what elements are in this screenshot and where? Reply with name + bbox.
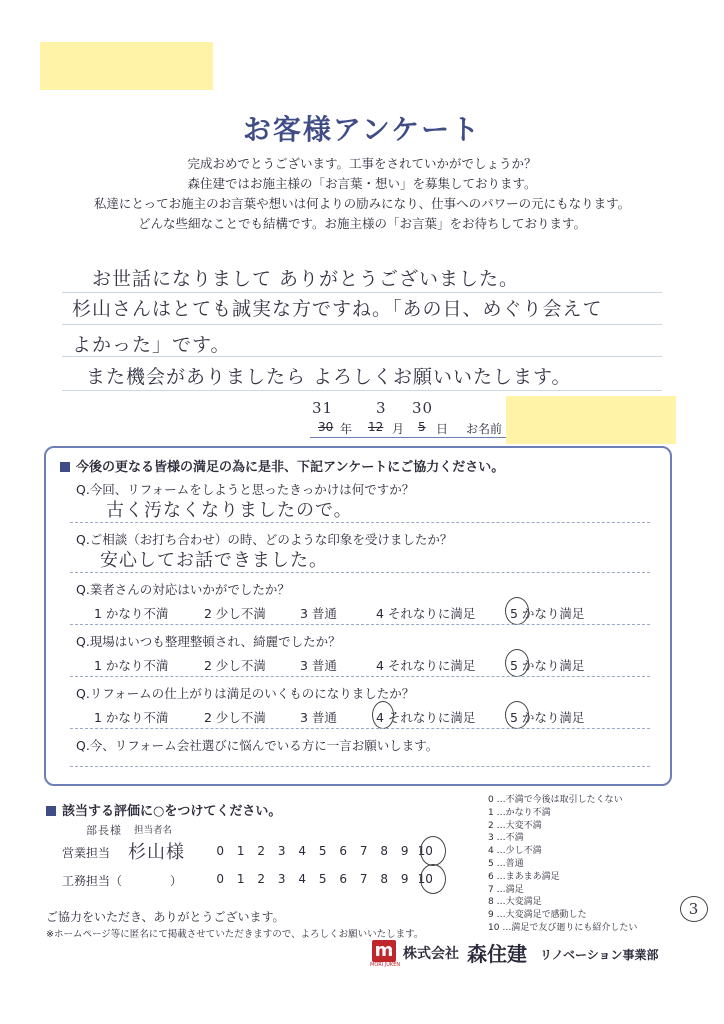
intro-line: どんな些細なことでも結構です。お施主様の「お言葉」をお待ちしております。	[137, 216, 586, 231]
legend-item: 8 …大変満足	[488, 897, 542, 908]
staff-name-label: 担当者名	[134, 825, 173, 836]
selected-circle	[372, 701, 394, 729]
option-4[interactable]: 4 それなりに満足	[376, 710, 476, 725]
comment-line: お世話になりまして ありがとうございました。	[92, 268, 520, 290]
footer-note: ※ホームページ等に匿名にて掲載させていただきますので、よろしくお願いいたします。	[46, 929, 424, 940]
construction-score-circle	[420, 864, 446, 894]
logo-caption: MORI JUKEN	[370, 962, 401, 968]
scale-3[interactable]: 3	[277, 872, 286, 886]
answer-1: 古く汚なくなりましたので。	[106, 500, 353, 521]
construction-label: 工務担当（ ）	[62, 874, 183, 888]
option-3[interactable]: 3 普通	[300, 710, 337, 725]
option-3[interactable]: 3 普通	[300, 606, 337, 621]
square-bullet-icon	[46, 806, 56, 816]
company-prefix: 株式会社	[403, 946, 459, 962]
option-2[interactable]: 2 少し不満	[204, 606, 266, 621]
comment-line: また機会がありましたら よろしくお願いいたします。	[86, 366, 572, 388]
scale-5[interactable]: 5	[318, 844, 327, 858]
month-label: 月	[392, 422, 405, 436]
option-5[interactable]: 5 かなり満足	[510, 658, 585, 673]
question-3: Q.業者さんの対応はいかがでしたか？	[76, 582, 290, 597]
company-logo-icon: m	[372, 940, 396, 962]
answer-line	[70, 728, 650, 729]
comment-line: よかった」です。	[72, 334, 231, 356]
square-bullet-icon	[60, 462, 70, 472]
question-5: Q.リフォームの仕上がりは満足のいくものになりましたか？	[76, 686, 415, 701]
sales-score-circle	[420, 836, 446, 866]
option-2[interactable]: 2 少し不満	[204, 658, 266, 673]
legend-item: 6 …まあまあ満足	[488, 871, 560, 882]
option-1[interactable]: 1 かなり不満	[94, 710, 169, 725]
sales-name: 杉山様	[128, 842, 185, 863]
survey-title-text: 今後の更なる皆様の満足の為に是非、下記アンケートにご協力ください。	[76, 460, 505, 475]
option-5[interactable]: 5 かなり満足	[510, 710, 585, 725]
construction-scale	[210, 872, 436, 886]
scale-8[interactable]: 8	[380, 872, 389, 886]
thanks-text: ご協力をいただき、ありがとうございます。	[46, 910, 285, 924]
sales-label: 営業担当	[62, 846, 111, 860]
intro-line: 私達にとってお施主のお言葉や想いは何よりの励みになり、仕事へのパワーの元にもなります。	[93, 196, 631, 211]
rating-title	[46, 800, 281, 819]
company-name: 森住建	[467, 942, 527, 966]
question-6: Q.今、リフォーム会社選びに悩んでいる方に一言お願いします。	[76, 738, 439, 753]
day-handwritten: 30	[412, 399, 434, 417]
intro-line: 完成おめでとうございます。工事をされていかがでしょうか？	[187, 156, 537, 171]
sales-scale	[210, 844, 436, 858]
answer-line	[70, 676, 650, 677]
scale-1[interactable]: 1	[236, 872, 245, 886]
redacted-name-top	[40, 42, 213, 90]
page-mark: 3	[680, 896, 708, 922]
option-4[interactable]: 4 それなりに満足	[376, 658, 476, 673]
year-label: 年	[340, 422, 353, 436]
answer-line	[70, 766, 650, 767]
comment-line: 杉山さんはとても誠実な方ですね。「あの日、めぐり会えて	[72, 298, 603, 320]
scale-4[interactable]: 4	[298, 872, 307, 886]
option-1[interactable]: 1 かなり不満	[94, 606, 169, 621]
option-2[interactable]: 2 少し不満	[204, 710, 266, 725]
year-struck: 30	[318, 420, 334, 434]
scale-1[interactable]: 1	[236, 844, 245, 858]
scale-0[interactable]: 0	[216, 872, 225, 886]
legend-item: 7 …満足	[488, 884, 524, 895]
legend-item: 10 …満足で友び廻りにも紹介したい	[488, 922, 638, 933]
legend-item: 4 …少し不満	[488, 846, 542, 857]
legend-item: 3 …不満	[488, 833, 524, 844]
legend-item: 0 …不満で今後は取引したくない	[488, 795, 623, 805]
survey-title	[60, 456, 504, 475]
option-3[interactable]: 3 普通	[300, 658, 337, 673]
scale-8[interactable]: 8	[380, 844, 389, 858]
year-handwritten: 31	[312, 399, 334, 417]
name-label: お名前	[466, 422, 503, 436]
option-4[interactable]: 4 それなりに満足	[376, 606, 476, 621]
option-1[interactable]: 1 かなり不満	[94, 658, 169, 673]
scale-0[interactable]: 0	[216, 844, 225, 858]
redacted-name	[506, 396, 676, 444]
selected-circle	[505, 701, 529, 729]
scale-10[interactable]: 10	[417, 844, 433, 858]
scale-10[interactable]: 10	[417, 872, 433, 886]
legend-item: 9 …大変満足で感動した	[488, 910, 587, 921]
intro-text	[0, 154, 724, 234]
scale-2[interactable]: 2	[257, 872, 266, 886]
scale-9[interactable]: 9	[400, 872, 409, 886]
answer-2: 安心してお話できました。	[100, 550, 328, 571]
question-1: Q.今回、リフォームをしようと思ったきっかけは何ですか？	[76, 482, 415, 497]
legend-item: 1 …かなり不満	[488, 807, 551, 818]
division-name: リノベーション事業部	[540, 948, 659, 962]
day-label: 日	[436, 422, 449, 436]
question-2: Q.ご相談（お打ち合わせ）の時、どのような印象を受けましたか？	[76, 532, 453, 547]
month-struck: 12	[368, 420, 384, 434]
rating-legend	[488, 794, 637, 935]
question-4: Q.現場はいつも整理整頓され、綺麗でしたか？	[76, 634, 341, 649]
page-title: お客様アンケート	[242, 113, 482, 146]
scale-5[interactable]: 5	[318, 872, 327, 886]
rating-title-text: 該当する評価に○をつけてください。	[62, 804, 282, 819]
answer-line	[70, 624, 650, 625]
selected-circle	[505, 597, 529, 625]
scale-3[interactable]: 3	[277, 844, 286, 858]
answer-line	[70, 572, 650, 573]
scale-2[interactable]: 2	[257, 844, 266, 858]
day-struck: 5	[418, 420, 426, 434]
scale-6[interactable]: 6	[339, 872, 348, 886]
scale-7[interactable]: 7	[359, 844, 368, 858]
scale-6[interactable]: 6	[339, 844, 348, 858]
sales-title-handwritten: 部長様	[86, 824, 122, 837]
scale-9[interactable]: 9	[400, 844, 409, 858]
scale-4[interactable]: 4	[298, 844, 307, 858]
answer-line	[70, 522, 650, 523]
month-handwritten: 3	[376, 399, 387, 417]
legend-item: 2 …大変不満	[488, 820, 542, 831]
intro-line: 森住建ではお施主様の「お言葉・想い」を募集しております。	[187, 176, 537, 191]
scale-7[interactable]: 7	[359, 872, 368, 886]
selected-circle	[505, 649, 529, 677]
legend-item: 5 …普通	[488, 858, 524, 869]
option-5[interactable]: 5 かなり満足	[510, 606, 585, 621]
